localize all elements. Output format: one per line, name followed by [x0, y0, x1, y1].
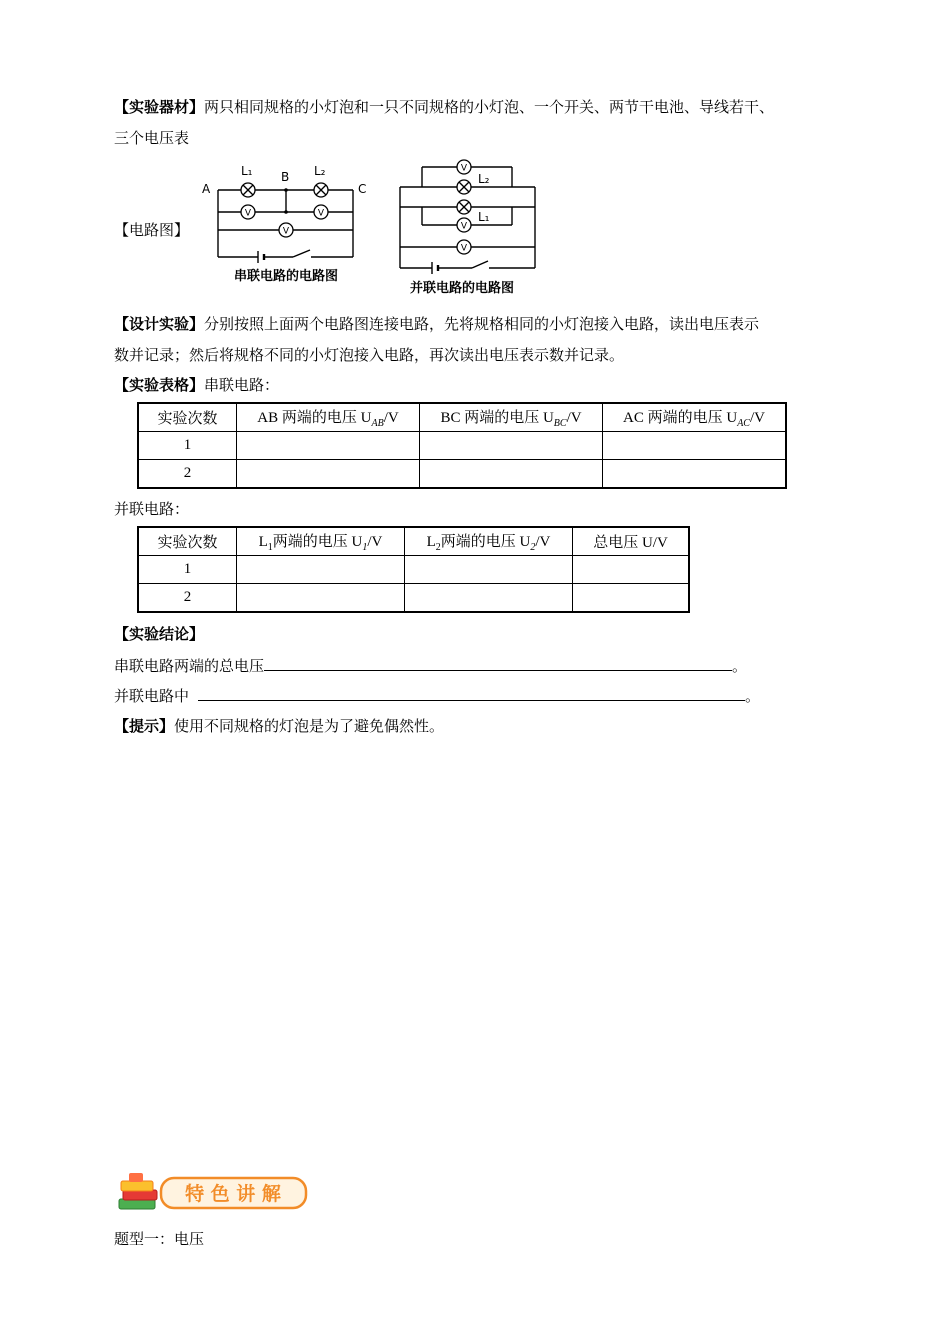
header-trial: 实验次数 [138, 527, 237, 556]
topic-line: 题型一：电压 [114, 1230, 205, 1248]
parallel-label-l1: L₁ [478, 210, 490, 224]
table-section-line [114, 375, 279, 395]
table-header-row [138, 527, 689, 556]
design-line-1 [114, 314, 759, 334]
v2-label: V [317, 208, 325, 219]
header-ac: AC 两端的电压 $U_{AC}/V$ [603, 403, 787, 432]
design-label: 【设计实验】 [114, 315, 205, 333]
design-text-1: 分别按照上面两个电路图连接电路，先将规格相同的小灯泡接入电路，读出电压表示 [204, 315, 760, 333]
table-section-label: 【实验表格】 [114, 376, 205, 394]
svg-text:V: V [460, 243, 468, 254]
hint-text: 使用不同规格的灯泡是为了避免偶然性。 [174, 717, 445, 735]
header-l2: $L_2$两端的电压 $U_2/V$ [405, 527, 573, 556]
series-lamp-l1 [241, 183, 255, 197]
series-caption: 串联电路的电路图 [233, 269, 339, 284]
equipment-label: 【实验器材】 [114, 98, 205, 116]
label-b: B [281, 170, 290, 184]
parallel-table-title: 并联电路： [114, 500, 190, 518]
series-circuit-diagram [198, 160, 378, 290]
header-ab: AB 两端的电压 $U_{AB}/V$ [237, 403, 420, 432]
books-icon [119, 1173, 157, 1209]
series-table [137, 402, 787, 489]
parallel-caption: 并联电路的电路图 [409, 281, 515, 296]
row-number: 1 [138, 556, 237, 584]
header-l1: $L_1$两端的电压 $U_1/V$ [237, 527, 405, 556]
answer-blank-2[interactable] [198, 684, 745, 701]
conclusion-line-1: 串联电路两端的总电压 。 [114, 654, 747, 676]
table-row [138, 584, 689, 613]
parallel-label-l2: L₂ [478, 172, 490, 186]
table-row [138, 432, 786, 460]
v1-label: V [244, 208, 252, 219]
table-row [138, 460, 786, 489]
series-lamp-l2 [314, 183, 328, 197]
conclusion-label: 【实验结论】 [114, 625, 205, 643]
equipment-line-1 [114, 97, 774, 117]
label-a: A [202, 182, 211, 196]
v3-label: V [282, 226, 290, 237]
circuit-label: 【电路图】 [114, 221, 190, 239]
row-number: 2 [138, 460, 237, 489]
hint-line [114, 716, 444, 736]
header-trial: 实验次数 [138, 403, 237, 432]
row-number: 2 [138, 584, 237, 613]
header-total: 总电压 U/V [573, 527, 690, 556]
table-row [138, 556, 689, 584]
label-c: C [358, 182, 367, 196]
equipment-text-2: 三个电压表 [114, 129, 190, 147]
design-text-2: 数并记录；然后将规格不同的小灯泡接入电路，再次读出电压表示数并记录。 [114, 346, 625, 364]
parallel-table [137, 526, 690, 613]
label-l2: L₂ [314, 164, 326, 178]
feature-badge-text: 特 色 讲 解 [185, 1183, 281, 1205]
conclusion-line-2: 并联电路中 。 [114, 684, 760, 706]
parallel-circuit-diagram [390, 153, 550, 298]
hint-label: 【提示】 [114, 717, 175, 735]
feature-badge [115, 1173, 310, 1213]
equipment-text-1: 两只相同规格的小灯泡和一只不同规格的小灯泡、一个开关、两节干电池、导线若干、 [204, 98, 775, 116]
header-bc: BC 两端的电压 $U_{BC}/V$ [420, 403, 603, 432]
row-number: 1 [138, 432, 237, 460]
svg-text:V: V [460, 163, 468, 174]
svg-text:V: V [460, 221, 468, 232]
table-header-row [138, 403, 786, 432]
label-l1: L₁ [241, 164, 253, 178]
answer-blank-1[interactable] [264, 654, 732, 671]
series-table-title: 串联电路： [204, 376, 280, 394]
